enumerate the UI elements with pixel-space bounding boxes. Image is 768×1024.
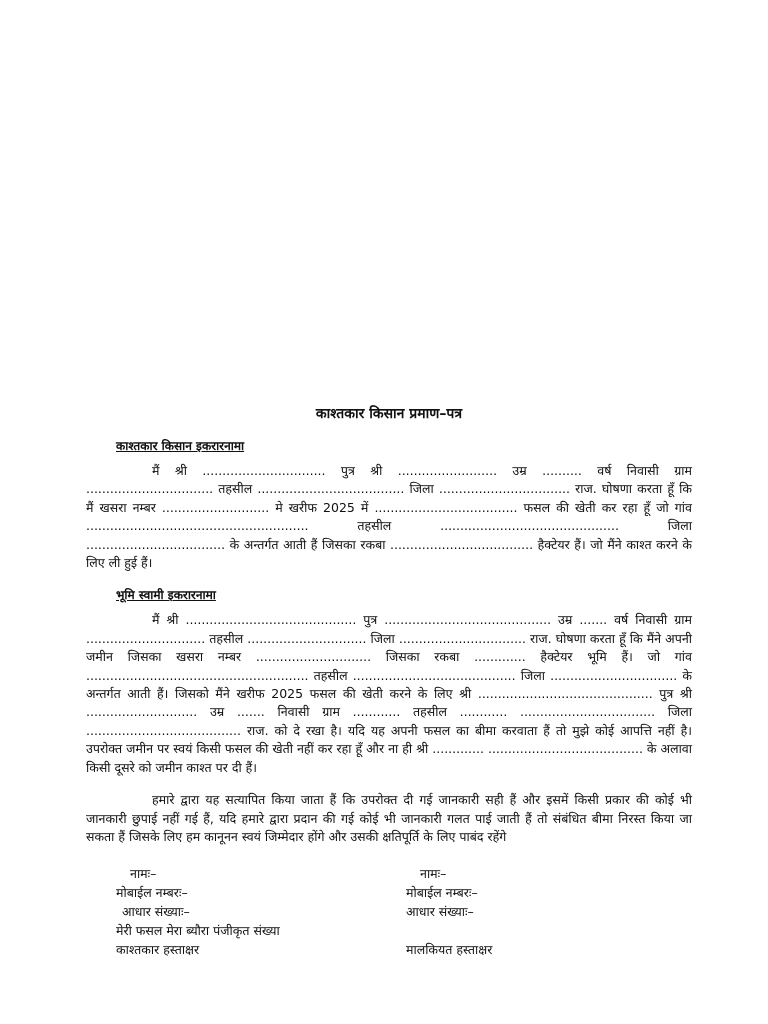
tenant-signature-label: काश्तकार हस्ताक्षर [116,942,200,957]
owner-aadhaar-label: आधार संख्याः– [406,904,474,919]
tenant-declaration-heading: काश्तकार किसान इकरारनामा [116,439,245,453]
landowner-declaration-heading: भूमि स्वामी इकरारनामा [116,588,216,603]
tenant-mobile-label: मोबाईल नम्बरः– [116,885,188,900]
tenant-registration-label: मेरी फसल मेरा ब्यौरा पंजीकृत संख्या [116,923,280,938]
tenant-declaration-text: मैं श्री ............................... पुत्र श्री ......................... उम्र .......... वर्ष निवासी ग्राम ................................ तहसील ..................................... जिला ................................. राज. घोषणा करता हूँ कि मैं खसरा नम्बर ........................... मे खरीफ 2025 में .................................... फसल की खेती कर रहा हूँ जो गांव ........................................................ तहसील ............................................. जिला ................................... के अन्तर्गत आती हैं जिसका रकबा .................................... हैक्टेयर हैं। जो मैंने काश्त करने के लिए ली हुई हैं। [86,463,692,571]
spacer-line [406,921,492,940]
owner-signature-label: मालकियत हस्ताक्षर [406,942,493,957]
document-title: काश्तकार किसान प्रमाण–पत्र [315,406,463,422]
tenant-aadhaar-label: आधार संख्याः– [122,904,190,919]
owner-mobile-label: मोबाईल नम्बरः– [406,885,478,900]
document [86,404,692,957]
owner-signature-column [406,864,492,959]
tenant-name-label: नामः– [130,866,157,881]
owner-name-label: नामः– [420,866,447,881]
landowner-declaration-text: मैं श्री ........................................... पुत्र .......................................... उम्र ....... वर्ष निवासी ग्राम .............................. तहसील .............................. जिला ................................ राज. घोषणा करता हूँ कि मैंने अपनी जमीन जिसका खसरा नम्बर ............................. जिसका रकबा ............. हैक्टेयर भूमि हैं। जो गांव ........................................................ तहसील ......................................... जिला ................................ के अन्तर्गत आती हैं। जिसको मैंने खरीफ 2025 फसल की खेती करने के लिए श्री ............................................ पुत्र श्री ............................ उम्र ....... निवासी ग्राम ............ तहसील ............ .................................. जिला ....................................... राज. को दे रखा है। यदि यह अपनी फसल का बीमा करवाता हैं तो मुझे कोई आपत्ति नहीं है। उपरोक्त जमीन पर स्वयं किसी फसल की खेती नहीं कर रहा हूँ और ना ही श्री ............. ....................................... के अलावा किसी दूसरे को जमीन काश्त पर दी हैं। [86,612,692,775]
tenant-signature-column [116,864,280,959]
verification-statement: हमारे द्वारा यह सत्यापित किया जाता हैं कि उपरोक्त दी गई जानकारी सही हैं और इसमें किसी प्रकार की कोई भी जानकारी छुपाई नहीं गई हैं, यदि हमारे द्वारा प्रदान की गई कोई भी जानकारी गलत पाई जाती हैं तो संबंधित बीमा निरस्त किया जा सकता हैं जिसके लिए हम कानूनन स्वयं जिम्मेदार होंगे और उसकी क्षतिपूर्ति के लिए पाबंद रहेंगे [86,792,692,844]
signature-block [86,864,692,964]
